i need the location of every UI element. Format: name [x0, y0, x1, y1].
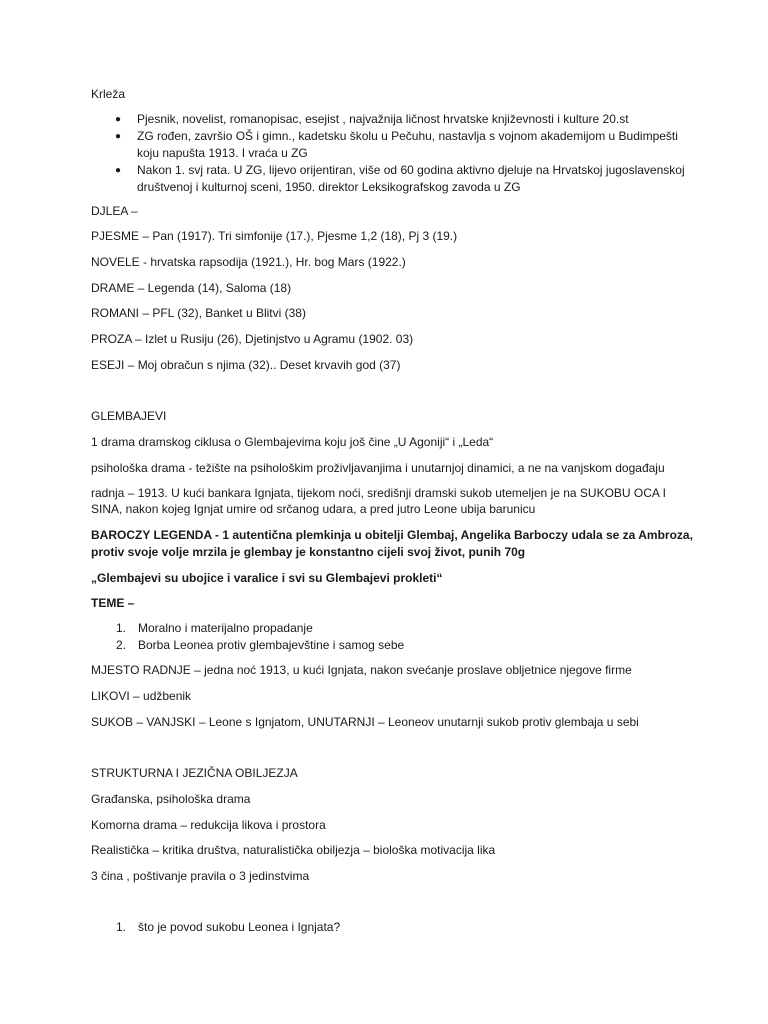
- bullet-icon: ●: [115, 131, 122, 142]
- glembajevi-psych: psihološka drama - težište na psihološkim proživljavanjima i unutarnjoj dinamici, a ne na vanjskom događaju: [91, 461, 665, 475]
- works-drame: DRAME – Legenda (14), Saloma (18): [91, 281, 292, 295]
- glembajevi-quote: „Glembajevi su ubojice i varalice i svi su Glembajevi prokleti“: [91, 571, 443, 585]
- list-item: ● Nakon 1. svj rata. U ZG, lijevo orijentiran, više od 60 godina aktivno djeluje na Hrvatskoj jugoslavenskoj društvenoj i kulturnoj sceni, 1950. direktor Leksikografskog zavoda u ZG: [115, 163, 685, 194]
- legenda-line-2: protiv svoje volje mrzila je glembay je konstantno cijeli svoj život, punih 70g: [91, 545, 526, 559]
- document-title: Krleža: [91, 87, 126, 101]
- teme-list: [91, 620, 691, 654]
- teme-heading: TEME –: [91, 596, 135, 610]
- glembajevi-heading: GLEMBAJEVI: [91, 409, 167, 423]
- works-eseji: ESEJI – Moj obračun s njima (32).. Deset krvavih god (37): [91, 358, 401, 372]
- works-pjesme: PJESME – Pan (1917). Tri simfonije (17.), Pjesme 1,2 (18), Pj 3 (19.): [91, 229, 458, 243]
- glembajevi-radnja-line-1: radnja – 1913. U kući bankara Ignjata, tijekom noći, središnji dramski sukob utemeljen je na SUKOBU OCA I: [91, 486, 666, 500]
- struktura-gradjanska: Građanska, psihološka drama: [91, 792, 251, 806]
- list-item: ● Pjesnik, novelist, romanopisac, esejist , najvažnija ličnost hrvatske književnosti i kulture 20.st: [115, 112, 629, 126]
- works-romani: ROMANI – PFL (32), Banket u Blitvi (38): [91, 306, 306, 320]
- likovi: LIKOVI – udžbenik: [91, 689, 192, 703]
- mjesto-radnje: MJESTO RADNJE – jedna noć 1913, u kući Ignjata, nakon svećanje proslave obljetnice njegove firme: [91, 663, 632, 677]
- questions-list: [91, 919, 691, 936]
- struktura-komorna: Komorna drama – redukcija likova i prostora: [91, 818, 326, 832]
- glembajevi-radnja-line-2: SINA, nakon kojeg Ignjat umire od srčanog udara, a pred jutro Leone ubija barunicu: [91, 502, 536, 516]
- works-proza: PROZA – Izlet u Rusiju (26), Djetinjstvo u Agramu (1902. 03): [91, 332, 414, 346]
- legenda-line-1: BAROCZY LEGENDA - 1 autentična plemkinja u obitelji Glembaj, Angelika Barboczy udala se za Ambroza,: [91, 528, 693, 542]
- list-item: 1. što je povod sukobu Leonea i Ignjata?: [116, 920, 341, 934]
- struktura-cina: 3 čina , poštivanje pravila o 3 jedinstvima: [91, 869, 310, 883]
- glembajevi-intro: 1 drama dramskog ciklusa o Glembajevima koju još čine „U Agoniji“ i „Leda“: [91, 435, 494, 449]
- works-heading: DJLEA –: [91, 204, 138, 218]
- bullet-icon: ●: [115, 114, 122, 125]
- list-item: 1. Moralno i materijalno propadanje: [116, 621, 313, 635]
- list-item: 2. Borba Leonea protiv glembajevštine i samog sebe: [116, 638, 405, 652]
- list-item: ● ZG rođen, završio OŠ i gimn., kadetsku školu u Pečuhu, nastavlja s vojnom akademijom u Budimpešti koju napušta 1913. I vraća u ZG: [115, 129, 678, 160]
- bullet-icon: ●: [115, 165, 122, 176]
- struktura-realisticka: Realistička – kritika društva, naturalistička obiljezja – biološka motivacija lika: [91, 843, 496, 857]
- bio-bullet-list: [91, 111, 691, 196]
- sukob: SUKOB – VANJSKI – Leone s Ignjatom, UNUTARNJI – Leoneov unutarnji sukob protiv glembaja u sebi: [91, 715, 639, 729]
- struktura-heading: STRUKTURNA I JEZIČNA OBILJEZJA: [91, 766, 298, 780]
- works-novele: NOVELE - hrvatska rapsodija (1921.), Hr. bog Mars (1922.): [91, 255, 406, 269]
